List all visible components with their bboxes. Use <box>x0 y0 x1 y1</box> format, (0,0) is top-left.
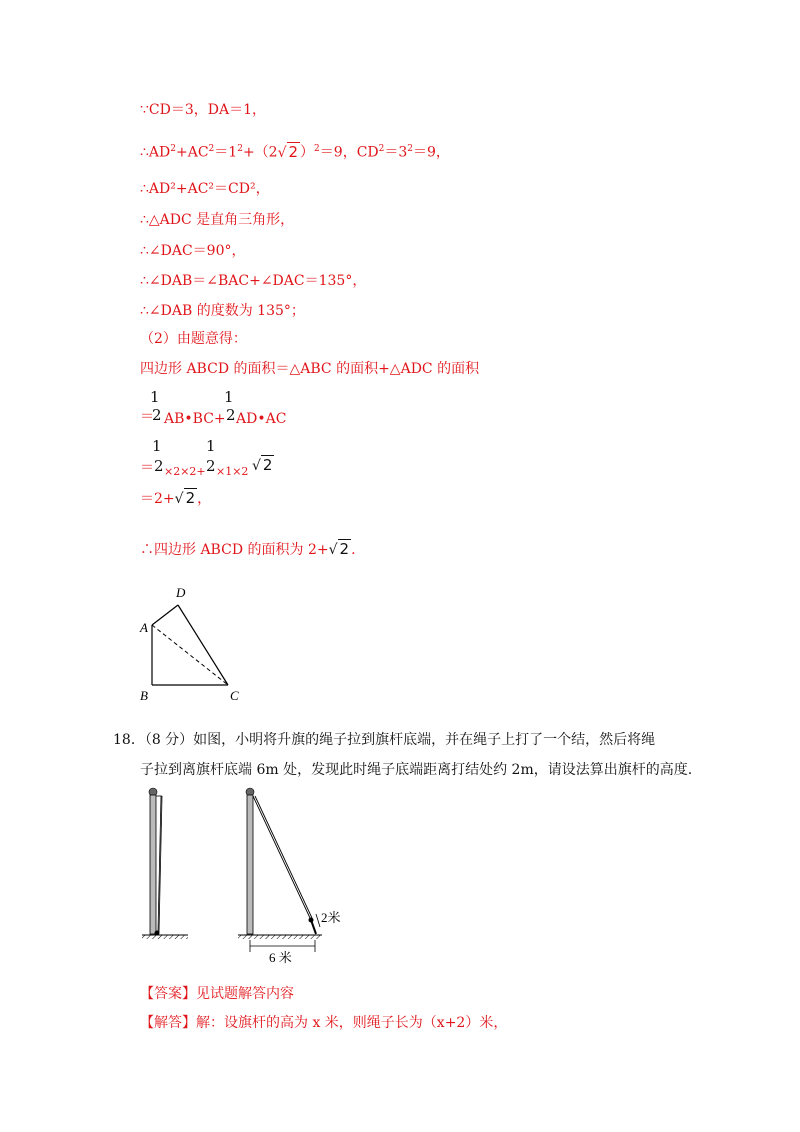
radicand: 2 <box>262 456 273 474</box>
step-1 <box>140 388 340 428</box>
text-fragment: . <box>351 542 356 558</box>
diagonal-ac <box>152 625 228 685</box>
text-fragment: ＝2+ <box>140 491 175 507</box>
rope-line <box>255 796 312 918</box>
fraction-numerator: 1 <box>152 437 162 455</box>
solve-text: 解：设旗杆的高为 x 米，则绳子长为（x+2）米， <box>196 1015 508 1031</box>
text-fragment: ＝9， <box>413 144 450 161</box>
sqrt-expression: √ 2 <box>328 540 350 558</box>
text-fragment: ＝9，CD <box>319 144 379 161</box>
text-fragment: ∴AD <box>140 144 171 161</box>
label-c: C <box>230 688 239 703</box>
part-2-heading: （2）由题意得： <box>140 331 247 347</box>
sqrt-expression: √ 2 <box>174 489 196 507</box>
rope-end <box>311 920 316 934</box>
rope-line <box>253 796 310 918</box>
radicand: 2 <box>288 142 299 161</box>
fraction-denominator: 2 <box>154 457 164 475</box>
fraction-numerator: 1 <box>206 437 216 455</box>
solve-tag: 【解答】 <box>140 1015 196 1031</box>
quadrilateral-figure <box>130 580 260 710</box>
solution-line-5: ∴∠DAC＝90°， <box>140 243 246 259</box>
area-definition: 四边形 ABCD 的面积＝△ABC 的面积+△ADC 的面积 <box>140 361 480 377</box>
solution-line-3: ∴AD²+AC²＝CD²， <box>140 181 270 197</box>
solution-line-4: ∴△ADC 是直角三角形， <box>140 212 295 228</box>
text-fragment: ， <box>197 491 212 507</box>
label-6m: 6 米 <box>269 950 292 965</box>
solve-line <box>140 1014 507 1032</box>
arrow-2m <box>316 914 320 927</box>
text-fragment: ） <box>300 144 315 161</box>
fraction-numerator: 1 <box>150 388 160 406</box>
solution-line-2 <box>140 140 450 162</box>
fraction-denominator: 2 <box>226 406 236 424</box>
superscript: 2 <box>314 144 320 154</box>
text-fragment: ×1×2 <box>216 465 249 478</box>
segment-dc <box>178 605 228 685</box>
flagpole-right <box>238 788 341 965</box>
text-fragment: ∴四边形 ABCD 的面积为 2+ <box>140 542 329 558</box>
segment-ad <box>152 605 178 625</box>
step-3 <box>140 488 211 508</box>
radicand: 2 <box>339 540 350 558</box>
answer-line <box>140 985 294 1003</box>
label-2m: 2米 <box>321 910 341 925</box>
text-fragment: ＝3 <box>384 144 408 161</box>
text-fragment: ＝1 <box>214 144 238 161</box>
label-b: B <box>140 688 148 703</box>
fraction-numerator: 1 <box>224 388 234 406</box>
sqrt-expression: √ 2 <box>252 456 273 474</box>
text-fragment: AB•BC+ <box>164 411 226 427</box>
sqrt-expression: √ 2 <box>277 142 299 161</box>
text-fragment: ×2×2+ <box>164 465 206 478</box>
solution-line-1: ∵CD＝3，DA＝1， <box>140 102 266 118</box>
conclusion <box>140 539 356 559</box>
question-18-line-1: 18．（8 分）如图，小明将升旗的绳子拉到旗杆底端，并在绳子上打了一个结，然后将绳 <box>113 732 656 748</box>
flagpole-left <box>142 788 188 939</box>
label-d: D <box>176 585 186 600</box>
text-fragment: +（2 <box>242 144 278 161</box>
text-fragment: +AC <box>175 144 209 161</box>
fraction-denominator: 2 <box>152 406 162 424</box>
flagpole-figure <box>130 780 370 970</box>
superscript: 2 <box>237 144 243 154</box>
answer-tag: 【答案】 <box>140 986 196 1002</box>
superscript: 2 <box>407 144 414 154</box>
radicand: 2 <box>185 489 196 507</box>
fraction-denominator: 2 <box>206 457 216 475</box>
equals-sign: ＝ <box>140 460 154 476</box>
label-a: A <box>140 620 148 635</box>
superscript: 2 <box>378 144 385 154</box>
solution-line-6: ∴∠DAB＝∠BAC+∠DAC＝135°， <box>140 273 367 289</box>
question-18-line-2: 子拉到离旗杆底端 6m 处，发现此时绳子底端距离打结处约 2m，请设法算出旗杆的高度. <box>140 762 693 778</box>
equals-sign: ＝ <box>140 409 154 425</box>
step-2 <box>140 437 360 477</box>
answer-text: 见试题解答内容 <box>196 986 294 1002</box>
text-fragment: AD•AC <box>236 411 287 427</box>
solution-line-7: ∴∠DAB 的度数为 135°； <box>140 303 305 319</box>
superscript: 2 <box>208 144 215 154</box>
superscript: 2 <box>170 144 176 154</box>
